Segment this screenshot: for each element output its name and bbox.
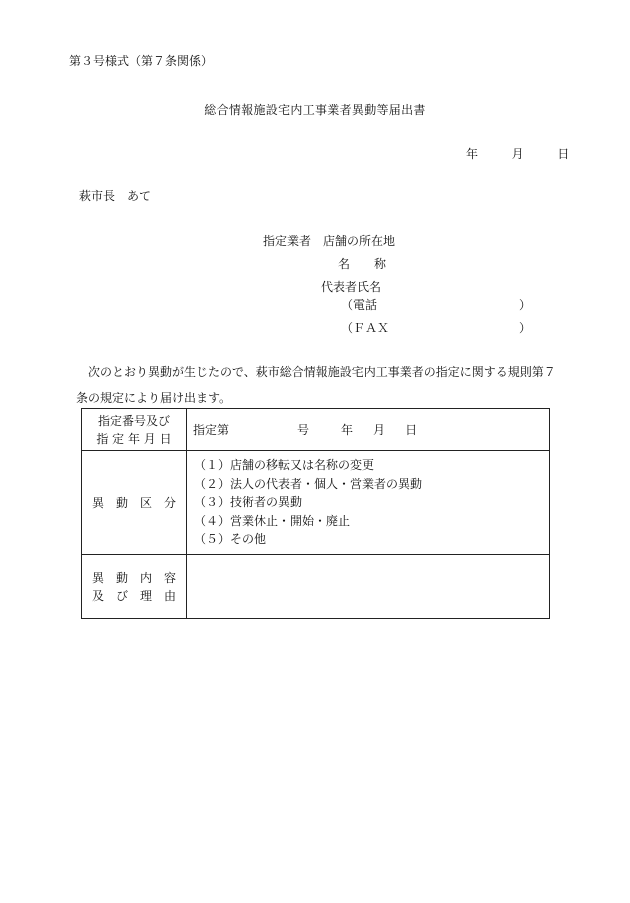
telephone-close-paren: ） xyxy=(519,298,532,312)
designation-label-cell xyxy=(82,409,187,451)
telephone-label: （電話 xyxy=(341,298,378,312)
applicant-label: 指定業者 xyxy=(263,234,312,248)
change-category-label-cell xyxy=(82,451,187,555)
list-item: （２）法人の代表者・個人・営業者の異動 xyxy=(194,476,423,491)
representative-name-label: 代表者氏名 xyxy=(321,280,382,294)
designation-label-line2: 指 定 年 月 日 xyxy=(96,431,172,446)
designation-number-unit: 号 xyxy=(297,423,310,437)
designation-prefix: 指定第 xyxy=(193,423,230,437)
list-item: （３）技術者の異動 xyxy=(194,495,303,510)
form-number: 第３号様式（第７条関係） xyxy=(69,54,214,68)
change-details-label-line2: 及 び 理 由 xyxy=(91,588,176,603)
change-details-value-cell[interactable] xyxy=(187,555,550,619)
table-row-designation xyxy=(82,409,550,451)
change-details-label-cell xyxy=(82,555,187,619)
list-item: （４）営業休止・開始・廃止 xyxy=(194,513,351,528)
change-category-value-cell xyxy=(187,451,550,555)
designation-label-line1: 指定番号及び xyxy=(97,413,170,428)
date-day: 日 xyxy=(557,147,570,161)
change-details-label-line1: 異 動 内 容 xyxy=(91,570,176,585)
designation-year: 年 xyxy=(341,423,354,437)
list-item: （１）店舗の移転又は名称の変更 xyxy=(194,458,375,473)
body-text xyxy=(76,359,558,411)
addressee: 萩市長 あて xyxy=(79,189,152,203)
store-name-label: 名 称 xyxy=(338,257,387,271)
designation-value-cell xyxy=(187,409,550,451)
fax-close-paren: ） xyxy=(519,321,532,335)
change-category-list xyxy=(193,456,549,548)
body-paragraph: 次のとおり異動が生じたので、萩市総合情報施設宅内工事業者の指定に関する規則第７条の規定により届け出ます。 xyxy=(76,365,556,405)
designation-day: 日 xyxy=(405,423,418,437)
date-month: 月 xyxy=(511,147,524,161)
store-address-label: 店舗の所在地 xyxy=(323,234,396,248)
fax-label: （ＦＡＸ xyxy=(341,321,390,335)
table-row-change-category xyxy=(82,451,550,555)
list-item: （５）その他 xyxy=(194,532,267,547)
document-title: 総合情報施設宅内工事業者異動等届出書 xyxy=(204,103,426,117)
date-line xyxy=(466,145,569,162)
change-category-label: 異 動 区 分 xyxy=(91,495,176,510)
designation-month: 月 xyxy=(373,423,386,437)
notification-table xyxy=(81,408,550,619)
date-year: 年 xyxy=(466,147,479,161)
table-row-change-details xyxy=(82,555,550,619)
